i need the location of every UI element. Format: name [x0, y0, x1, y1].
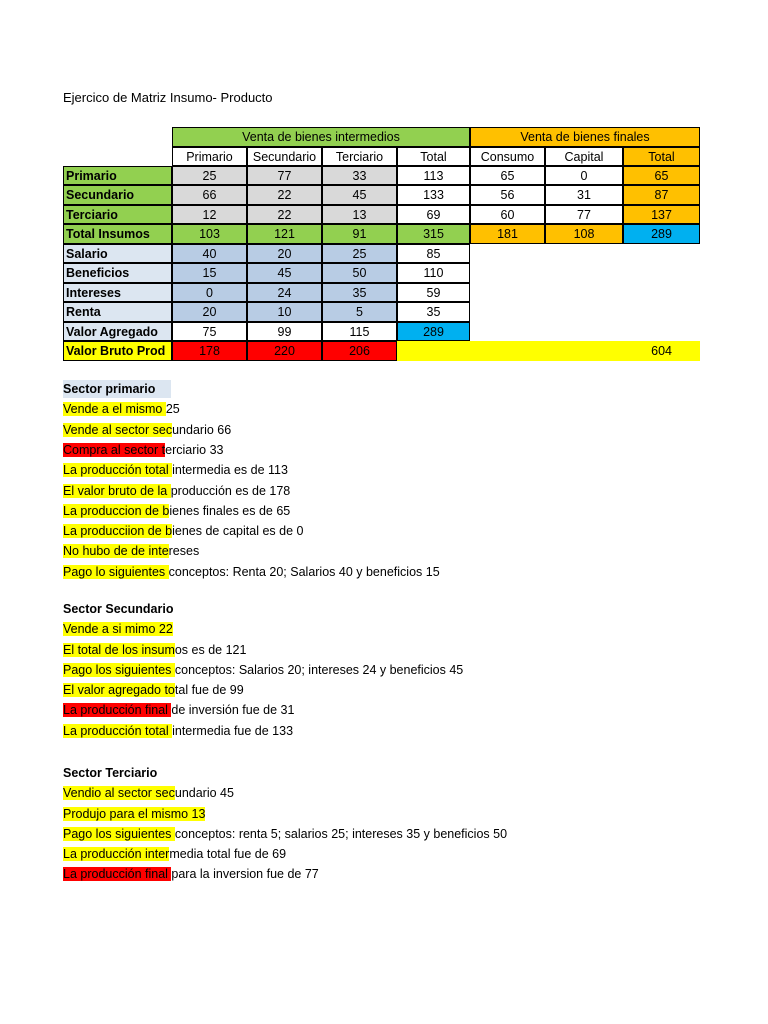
note-text: conceptos: renta 5; salarios 25; intereses 35 y beneficios 50 — [174, 827, 508, 841]
note-text: 25 — [165, 402, 180, 416]
matrix-cell: 113 — [397, 166, 470, 185]
note-highlight: La producción final — [63, 867, 172, 881]
matrix-cell: 103 — [172, 224, 247, 244]
section-title-text: Sector Terciario — [63, 766, 158, 780]
matrix-cell: 91 — [322, 224, 397, 244]
matrix-cell: 87 — [623, 185, 700, 205]
note-text: os es de 121 — [174, 643, 247, 657]
note-text: producción es de 178 — [170, 484, 291, 498]
column-header: Total — [623, 147, 700, 166]
matrix-cell: 206 — [322, 341, 397, 361]
note-line — [63, 542, 199, 560]
matrix-cell: 289 — [397, 322, 470, 341]
note-text: undario 66 — [172, 423, 232, 437]
note-line — [63, 701, 294, 719]
note-text: de inversión fue de 31 — [171, 703, 295, 717]
note-line — [63, 421, 231, 439]
note-line — [63, 784, 234, 802]
note-highlight: La producción total — [63, 724, 173, 738]
note-highlight: El valor bruto de la — [63, 484, 171, 498]
matrix-cell: 35 — [397, 302, 470, 322]
row-label: Valor Agregado — [63, 322, 172, 341]
note-highlight: El total de los insum — [63, 643, 175, 657]
note-highlight: Vendio al sector sec — [63, 786, 175, 800]
column-header: Total — [397, 147, 470, 166]
note-text: undario 45 — [174, 786, 234, 800]
note-highlight: La produccion de b — [63, 504, 170, 518]
row-label: Renta — [63, 302, 172, 322]
matrix-cell: 75 — [172, 322, 247, 341]
matrix-cell: 66 — [172, 185, 247, 205]
matrix-cell: 50 — [322, 263, 397, 283]
note-highlight: No hubo de de inte — [63, 544, 169, 558]
row-label: Total Insumos — [63, 224, 172, 244]
column-header: Terciario — [322, 147, 397, 166]
matrix-cell: 220 — [247, 341, 322, 361]
note-highlight: La producciion de b — [63, 524, 173, 538]
note-text: intermedia fue de 133 — [172, 724, 294, 738]
row-label: Secundario — [63, 185, 172, 205]
note-line — [63, 441, 224, 459]
note-highlight: La producción inter — [63, 847, 170, 861]
matrix-cell: 45 — [247, 263, 322, 283]
note-text: conceptos: Renta 20; Salarios 40 y beneficios 15 — [168, 565, 440, 579]
matrix-cell: 315 — [397, 224, 470, 244]
note-text: tal fue de 99 — [174, 683, 244, 697]
note-line — [63, 805, 205, 823]
note-line — [63, 845, 286, 863]
matrix-cell: 108 — [545, 224, 623, 244]
note-highlight: El valor agregado to — [63, 683, 175, 697]
matrix-cell: 25 — [322, 244, 397, 263]
note-line — [63, 661, 463, 679]
matrix-cell: 69 — [397, 205, 470, 224]
note-line — [63, 563, 440, 581]
note-line — [63, 522, 303, 540]
row-label: Beneficios — [63, 263, 172, 283]
note-line — [63, 461, 288, 479]
matrix-cell: 77 — [545, 205, 623, 224]
matrix-cell: 31 — [545, 185, 623, 205]
column-header: Secundario — [247, 147, 322, 166]
note-highlight: Produjo para el mismo 13 — [63, 807, 206, 821]
matrix-cell: 110 — [397, 263, 470, 283]
matrix-cell: 12 — [172, 205, 247, 224]
note-line — [63, 865, 319, 883]
note-text: intermedia es de 113 — [172, 463, 288, 477]
matrix-cell: 13 — [322, 205, 397, 224]
matrix-cell: 45 — [322, 185, 397, 205]
note-highlight: Pago los siguientes — [63, 663, 175, 677]
note-line — [63, 825, 507, 843]
note-highlight: Pago lo siguientes — [63, 565, 169, 579]
note-highlight: Vende a el mismo — [63, 402, 166, 416]
row-label: Intereses — [63, 283, 172, 302]
matrix-cell: 35 — [322, 283, 397, 302]
matrix-cell: 178 — [172, 341, 247, 361]
note-text: media total fue de 69 — [169, 847, 287, 861]
note-line — [63, 722, 293, 740]
header-intermediate-sales: Venta de bienes intermedios — [172, 127, 470, 147]
matrix-cell: 20 — [247, 244, 322, 263]
matrix-cell: 99 — [247, 322, 322, 341]
matrix-cell: 85 — [397, 244, 470, 263]
header-final-sales: Venta de bienes finales — [470, 127, 700, 147]
matrix-cell: 25 — [172, 166, 247, 185]
matrix-cell: 40 — [172, 244, 247, 263]
matrix-cell: 10 — [247, 302, 322, 322]
section-title — [63, 764, 157, 782]
note-highlight: La producción total — [63, 463, 173, 477]
gross-total-value: 604 — [397, 341, 700, 361]
matrix-cell: 137 — [623, 205, 700, 224]
matrix-cell: 77 — [247, 166, 322, 185]
note-text: reses — [168, 544, 200, 558]
matrix-cell: 22 — [247, 205, 322, 224]
column-header: Primario — [172, 147, 247, 166]
matrix-cell: 56 — [470, 185, 545, 205]
row-label: Valor Bruto Prod — [63, 341, 172, 361]
matrix-cell: 20 — [172, 302, 247, 322]
note-highlight: La producción final — [63, 703, 172, 717]
page-title: Ejercico de Matriz Insumo- Producto — [63, 90, 273, 105]
matrix-cell: 181 — [470, 224, 545, 244]
note-line — [63, 400, 180, 418]
matrix-cell: 0 — [172, 283, 247, 302]
section-title — [63, 600, 173, 618]
section-title-text: Sector Secundario — [63, 602, 174, 616]
section-title-text: Sector primario — [63, 380, 171, 398]
matrix-cell: 0 — [545, 166, 623, 185]
note-line — [63, 681, 244, 699]
matrix-cell: 60 — [470, 205, 545, 224]
matrix-cell: 115 — [322, 322, 397, 341]
matrix-cell: 22 — [247, 185, 322, 205]
note-text: conceptos: Salarios 20; intereses 24 y beneficios 45 — [174, 663, 464, 677]
matrix-cell: 59 — [397, 283, 470, 302]
matrix-cell: 24 — [247, 283, 322, 302]
note-highlight: Vende a si mimo 22 — [63, 622, 173, 636]
note-highlight: Vende al sector sec — [63, 423, 173, 437]
note-line — [63, 502, 290, 520]
note-line — [63, 641, 246, 659]
section-title — [63, 380, 171, 398]
note-highlight: Compra al sector t — [63, 443, 166, 457]
note-line — [63, 620, 173, 638]
matrix-cell: 121 — [247, 224, 322, 244]
note-text: para la inversion fue de 77 — [171, 867, 319, 881]
matrix-cell: 65 — [623, 166, 700, 185]
note-text: ienes de capital es de 0 — [172, 524, 304, 538]
note-text: ienes finales es de 65 — [169, 504, 291, 518]
matrix-cell: 15 — [172, 263, 247, 283]
row-label: Primario — [63, 166, 172, 185]
note-highlight: Pago los siguientes — [63, 827, 175, 841]
row-label: Salario — [63, 244, 172, 263]
note-text: erciario 33 — [165, 443, 224, 457]
note-line — [63, 482, 290, 500]
column-header: Consumo — [470, 147, 545, 166]
column-header: Capital — [545, 147, 623, 166]
matrix-cell: 133 — [397, 185, 470, 205]
row-label: Terciario — [63, 205, 172, 224]
matrix-cell: 33 — [322, 166, 397, 185]
matrix-cell: 289 — [623, 224, 700, 244]
matrix-cell: 65 — [470, 166, 545, 185]
matrix-cell: 5 — [322, 302, 397, 322]
